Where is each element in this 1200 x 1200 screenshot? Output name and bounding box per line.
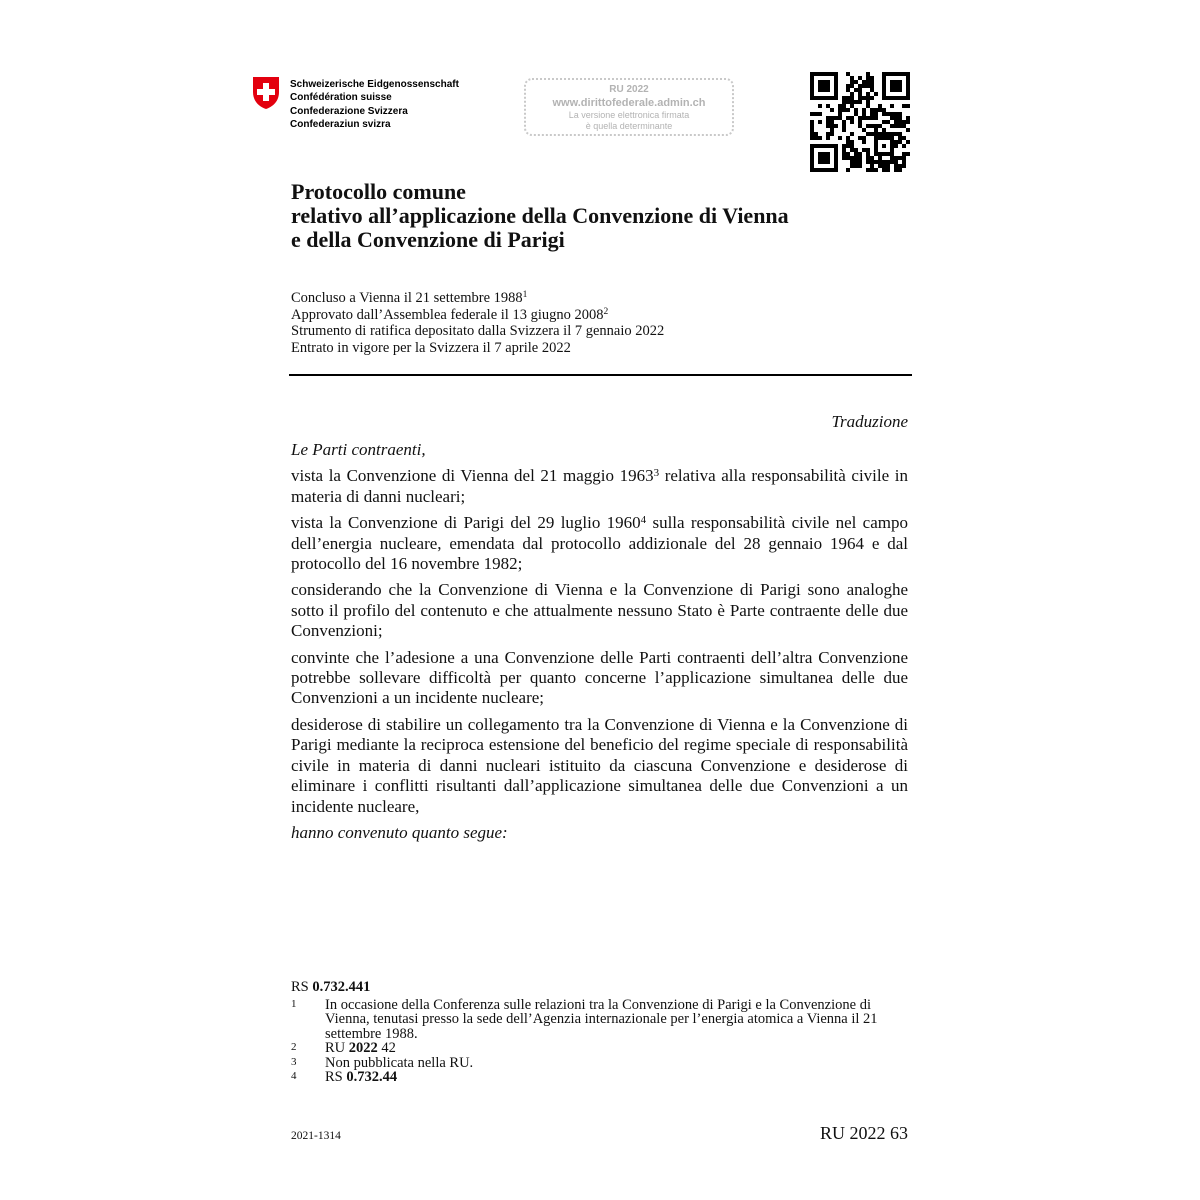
swiss-coat-of-arms-icon — [252, 76, 280, 110]
confederation-name — [290, 78, 459, 131]
footnote-text: RU 2022 42 — [325, 1040, 396, 1056]
confederation-line-de: Schweizerische Eidgenossenschaft — [290, 79, 459, 90]
meta-entry-into-force: Entrato in vigore per la Svizzera il 7 aprile 2022 — [291, 339, 571, 356]
footnote-ref-4: 4 — [640, 514, 647, 527]
stamp-website: www.dirittofederale.admin.ch — [552, 97, 706, 109]
preamble-paragraph: considerando che la Convenzione di Vienna e la Convenzione di Parigi sono analoghe sotto il profilo del contenuto e che attualmente nessuno Stato è Parte contraente delle due Convenzioni; — [291, 580, 908, 641]
confederation-line-rm: Confederaziun svizra — [290, 118, 391, 130]
preamble — [291, 440, 908, 849]
title-line-3: e della Convenzione di Parigi — [291, 227, 565, 252]
preamble-paragraph: vista la Convenzione di Vienna del 21 maggio 1963$^3$ relativa alla responsabilità civile in materia di danni nucleari; — [291, 466, 908, 506]
footnote-number: 3 — [291, 1055, 297, 1068]
footnote-number: 2 — [291, 1041, 297, 1053]
footnote-ref-1: 1 — [522, 290, 528, 300]
document-title — [291, 180, 789, 252]
stamp-note-2: è quella determinante — [585, 121, 673, 131]
rs-number: RS 0.732.441 — [291, 979, 371, 995]
electronic-signature-stamp — [524, 78, 734, 136]
confederation-line-it: Confederazione Svizzera — [290, 105, 408, 117]
document-meta — [291, 290, 664, 356]
preamble-paragraph: desiderose di stabilire un collegamento tra la Convenzione di Vienna e la Convenzione di Parigi mediante la reciproca estensione del beneficio del regime speciale di responsabilità civile in materia di danni nucleari istituito da ciascuna Convenzione e desiderose di eliminare i conflitti risultanti dall’applicazione simultanea delle due Convenzioni a un incidente nucleare, — [291, 714, 908, 816]
footnote-text: In occasione della Conferenza sulle relazioni tra la Convenzione di Parigi e la Convenzione di Vienna, tenutasi presso la sede dell’Agenzia internazionale per l’energia atomica a Vienna il 21 settembre 1988. — [325, 996, 878, 1042]
title-line-1: Protocollo comune — [291, 179, 466, 204]
confederation-line-fr: Confédération suisse — [290, 92, 392, 104]
footnote-ref-2: 2 — [603, 306, 609, 317]
qr-code-icon — [810, 72, 910, 172]
meta-ratification: Strumento di ratifica depositato dalla Svizzera il 7 gennaio 2022 — [291, 323, 665, 339]
preamble-parties: Le Parti contraenti, — [291, 440, 426, 459]
horizontal-rule — [289, 374, 912, 376]
meta-approved: Approvato dall’Assemblea federale il 13 giugno 2008$^2$ — [291, 306, 609, 323]
footnote-2 — [291, 1041, 908, 1056]
preamble-paragraph: vista la Convenzione di Parigi del 29 luglio 1960$^4$ sulla responsabilità civile nel campo dell’energia nucleare, emendata dal protocollo addizionale del 28 gennaio 1964 e dal protocollo del 16 novembre 1982; — [291, 513, 908, 574]
stamp-note-1: La versione elettronica firmata — [568, 110, 690, 120]
footnotes — [291, 980, 908, 1085]
stamp-collection: RU 2022 — [609, 84, 649, 95]
translation-label: Traduzione — [831, 412, 908, 431]
title-line-2: relativo all’applicazione della Convenzione di Vienna — [291, 203, 789, 228]
footnote-number: 4 — [291, 1070, 297, 1082]
preamble-closing: hanno convenuto quanto segue: — [291, 822, 508, 842]
footnote-3 — [291, 1056, 908, 1071]
footnote-number: 1 — [291, 997, 297, 1010]
preamble-paragraph: convinte che l’adesione a una Convenzione delle Parti contraenti dell’altra Convenzione potrebbe sollevare difficoltà per quanto concerne l’applicazione simultanea delle due Convenzioni a un incidente nucleare; — [291, 647, 908, 708]
footnote-text: Non pubblicata nella RU. — [325, 1054, 474, 1071]
footnote-4 — [291, 1070, 908, 1085]
footnote-ref-3: 3 — [653, 467, 660, 480]
footnote-text: RS 0.732.44 — [325, 1069, 398, 1085]
page-reference: RU 2022 63 — [819, 1123, 908, 1143]
footnote-1 — [291, 998, 908, 1042]
document-code: 2021-1314 — [291, 1130, 341, 1142]
meta-concluded: Concluso a Vienna il 21 settembre 1988$^1$ — [291, 290, 528, 306]
